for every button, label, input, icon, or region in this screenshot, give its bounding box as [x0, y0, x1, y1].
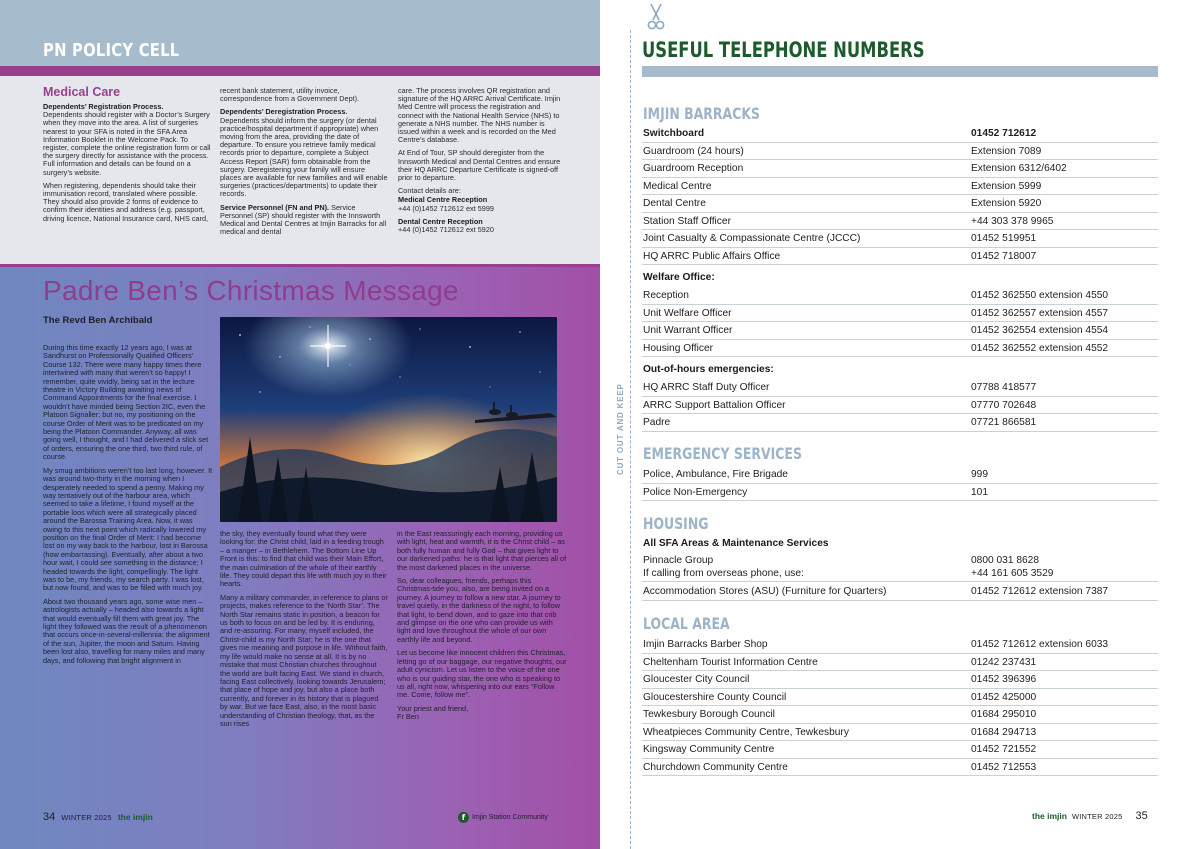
phone-row [642, 143, 1158, 161]
contact-number: Extension 6312/6402 [971, 163, 1067, 174]
padre-paragraph: in the East reassuringly each morning, providing us with light, heat and warmth, it is the Christ child – as both fully human and fully God – that gives light to our darkened paths: he is that light that pierces all of the most darkened places in the universe. [397, 529, 567, 572]
phone-row-switchboard [642, 125, 1158, 143]
contact-number: 01452 718007 [971, 250, 1037, 262]
contact-name: HQ ARRC Staff Duty Officer [643, 382, 770, 393]
policy-cell-title: PN POLICY CELL [43, 40, 180, 61]
phone-row [642, 654, 1158, 672]
contact-number: 07788 418577 [971, 382, 1037, 393]
contact-name: Unit Warrant Officer [643, 325, 733, 336]
issue-label: WINTER 2025 [61, 813, 112, 822]
medical-paragraph [398, 149, 566, 182]
cut-out-text: CUT OUT AND KEEP [616, 383, 625, 475]
section-heading-local-area: LOCAL AREA [643, 614, 730, 633]
contact-number: 01452 425000 [971, 691, 1037, 703]
phone-row [642, 706, 1158, 724]
padre-paragraph: Many a military commander, in reference to plans or projects, makes reference to the ‘North Star’. The North Star remains static in position, a beacon for us both to focus on and be led by. It is enduring, and re-assuring. For many, myself included, the Christ-child is my North Star; he is the one that gives me meaning and purpose in life. Without faith, my life would make no sense at all. It is by no mistake that most Christian churches throughout the world are built facing East. We stand in church, facing East collectively, looking towards Jerusalem; that place of hope and joy, but also a place both currently, and forever in its history that is plagued by war. But we face East, also, in the most basic understanding of Christian theology, that, as the sun rises [220, 592, 388, 728]
paragraph-text: Dependents should register with a Doctor’s Surgery when they move into the area. A list of surgeries nearest to your SFA is noted in the SFA Area Information Booklet in the Welcome Pack. To register, complete the online registration form or call the surgery directly for assistance with the process. Full information and details can be found on a surgery’s website. [43, 110, 211, 177]
contact-name: Churchdown Community Centre [643, 761, 788, 773]
contact-name: Medical Centre [643, 180, 712, 192]
contact-number: +44 303 378 9965 [971, 215, 1054, 227]
contact-number: 101 [971, 486, 988, 498]
paragraph-text: At End of Tour, SP should deregister from the Innsworth Medical and Dental Centres and ensure their HQ ARRC Departure Certificate is signed-off prior to departure. [398, 148, 561, 183]
medical-column-3 [398, 76, 566, 239]
paragraph-text: recent bank statement, utility invoice, correspondence from a Government Dept). [220, 86, 360, 104]
phone-row [642, 287, 1158, 305]
contact-name: Dental Centre [643, 198, 706, 209]
phone-row [642, 230, 1158, 248]
nativity-star-image [220, 317, 557, 522]
policy-cell-header [0, 0, 600, 66]
contact-number: 07721 866581 [971, 417, 1037, 428]
phone-row [642, 689, 1158, 707]
padre-paragraph: So, dear colleagues, friends, perhaps this Christmas-tide you, also, are being invited on a journey. A journey to follow a new star. A journey to travel quietly, in the darkness of the night, to follow that light, to bend down, and to gaze into that crib and glimpse on the one who can provide us with light and love throughout the whole of our own earthly life and beyond. [397, 576, 561, 644]
phone-row [642, 248, 1158, 266]
contact-name: Joint Casualty & Compassionate Centre (JCCC) [643, 233, 861, 244]
contact-name: Padre [643, 417, 671, 428]
medical-care-title: Medical Care [43, 85, 121, 99]
phone-row [642, 414, 1158, 432]
phone-row [642, 724, 1158, 742]
contact-name: Cheltenham Tourist Information Centre [643, 656, 818, 668]
policy-cell-stripe [0, 66, 600, 76]
scissors-icon [644, 2, 668, 32]
left-page-footer [43, 811, 153, 823]
phone-row [642, 379, 1158, 397]
contact-name: Guardroom (24 hours) [643, 145, 744, 157]
contact-name: Unit Welfare Officer [643, 307, 732, 319]
medical-paragraph [398, 87, 566, 144]
phone-row [642, 340, 1158, 358]
contact-name: Tewkesbury Borough Council [643, 709, 775, 720]
contact-name: Reception [643, 290, 689, 301]
padre-column-3 [397, 530, 567, 727]
paragraph-lead: Dependents’ Registration Process. [43, 102, 164, 111]
paragraph-text: Service Personnel (SP) should register with the Innsworth Medical and Dental Centres at Imjin Barracks for all medical and dental [220, 202, 387, 237]
title-underline-bar [642, 66, 1158, 77]
phone-row [642, 484, 1158, 502]
padre-paragraph: During this time exactly 12 years ago, I was at Sandhurst on Professionally Qualified Officers’ Course 132. There were many happy times there intertwined with many that weren’t so happy! I remember, quite vividly, being sat in the lecture theatre in Victory Building awaiting news of Command Appointments for the final exercise. I wouldn’t have minded being Section 2IC, even the Platoon Signaller; but no, my positioning on the course Order of Merit was to be predicated on my being the Platoon Commander. Anyway, all was going well, I thought, and I had delivered a slick set of orders, ensuring the one third, two third rule, of course. [43, 343, 209, 462]
contact-number: 01452 721552 [971, 744, 1037, 755]
contact-number: 01242 237431 [971, 656, 1037, 668]
padre-message-section [0, 267, 600, 849]
contact-name: Housing Officer [643, 342, 714, 354]
contact-name: Police, Ambulance, Fire Brigade [643, 469, 788, 480]
contact-number: +44 161 605 3529 [971, 567, 1054, 579]
padre-paragraph: About two thousand years ago, some wise men – astrologists actually – headed also towards a light that would eventually fill them with great joy. The light they followed was the result of a phenomenon that occurs once-in-several-millennia: the alignment of the sun, Jupiter, the moon and Saturn. Having been lost also, travelling for many miles and many days, and following that bright alignment in [43, 596, 210, 665]
padre-paragraph: the sky, they eventually found what they were looking for: the Christ child, laid in a feeding trough – a manger – in Bethlehem. The Bottom Line Up Front is this: to find that child was their Main Effort, the main culmination of the whole of their earthly life. They could depart this life with much joy in their hearts. [220, 529, 387, 589]
phone-row [642, 466, 1158, 484]
phone-row [642, 583, 1158, 601]
magazine-brand: the imjin [117, 812, 153, 822]
paragraph-lead: Dependents’ Deregistration Process. [220, 107, 348, 117]
contact-number: Extension 7089 [971, 145, 1042, 157]
contact-name: Switchboard [643, 128, 705, 139]
contact-name: HQ ARRC Public Affairs Office [643, 250, 781, 262]
contact-name: Kingsway Community Centre [643, 744, 775, 755]
phone-row [642, 741, 1158, 759]
magazine-brand: the imjin [1032, 811, 1067, 821]
contact-name-note: If calling from overseas phone, use: [643, 567, 804, 579]
phone-row [642, 636, 1158, 654]
contact-number: +44 (0)1452 712612 ext 5999 [398, 203, 494, 213]
contact-dental [398, 218, 566, 234]
contact-name: Pinnacle Group [643, 555, 714, 566]
contact-number: 01452 362554 extension 4554 [971, 325, 1109, 336]
medical-paragraph [398, 187, 566, 195]
page-number: 35 [1135, 810, 1148, 822]
medical-paragraph [220, 204, 388, 237]
contact-label: Dental Centre Reception [398, 216, 483, 226]
facebook-community-link[interactable] [458, 812, 548, 823]
welfare-office-label: Welfare Office: [643, 272, 715, 283]
contact-number: 01452 519951 [971, 233, 1037, 244]
contact-medical [398, 196, 566, 212]
contact-number: 01452 712553 [971, 761, 1037, 773]
facebook-label: Imjin Station Community [472, 814, 548, 821]
page-number: 34 [43, 811, 56, 823]
telephone-numbers-title: USEFUL TELEPHONE NUMBERS [642, 38, 925, 62]
padre-paragraph: Let us become like innocent children this Christmas, letting go of our baggage, our negative thoughts, our adult cynicism. Let us listen to the voice of the one who is our guiding star, the one who is speaking to us all, right now, whispering into our ears “Follow me. Come, follow me”. [397, 648, 567, 700]
contact-number: 01452 362550 extension 4550 [971, 290, 1109, 301]
section-heading-emergency: EMERGENCY SERVICES [643, 444, 802, 463]
padre-closing: Your priest and friend, [397, 703, 469, 713]
medical-care-box [0, 76, 600, 266]
contact-name: Guardroom Reception [643, 163, 744, 174]
issue-label: WINTER 2025 [1071, 812, 1123, 821]
phone-row [642, 195, 1158, 213]
medical-column-2 [220, 76, 388, 241]
housing-sub-label: All SFA Areas & Maintenance Services [643, 538, 829, 549]
section-heading-imjin-barracks: IMJIN BARRACKS [643, 104, 761, 123]
contact-number: 01452 396396 [971, 674, 1037, 685]
phone-row [642, 759, 1158, 777]
contact-number: +44 (0)1452 712612 ext 5920 [398, 225, 494, 235]
padre-title: Padre Ben’s Christmas Message [43, 275, 459, 306]
medical-column-1 [43, 76, 211, 228]
contact-number: 01452 362552 extension 4552 [971, 342, 1109, 354]
medical-paragraph [43, 182, 211, 223]
contact-number: Extension 5920 [971, 198, 1042, 209]
contact-name-block [643, 555, 804, 580]
cut-out-label [614, 375, 644, 475]
paragraph-text: When registering, dependents should take their immunisation record, translated where possible. They should also provide 2 forms of evidence to confirm their identities and address (e.g. passport, driving licence, National Insurance card, NHS card, [43, 180, 209, 223]
phone-row [642, 671, 1158, 689]
medical-paragraph [220, 87, 388, 103]
contact-number-block [971, 555, 1053, 580]
out-of-hours-label: Out-of-hours emergencies: [643, 364, 774, 375]
contact-name: Gloucester City Council [643, 674, 750, 685]
contact-name: Station Staff Officer [643, 215, 731, 227]
contact-name: Imjin Barracks Barber Shop [643, 639, 768, 650]
contact-number: 01684 294713 [971, 726, 1037, 738]
contact-number: 01452 362557 extension 4557 [971, 307, 1109, 319]
contact-number: Extension 5999 [971, 180, 1042, 192]
contact-number: 01452 712612 extension 7387 [971, 586, 1109, 597]
contact-number: 07770 702648 [971, 399, 1037, 411]
medical-paragraph [220, 108, 388, 198]
paragraph-text: care. The process involves QR registration and signature of the HQ ARRC Arrival Certificate. Imjin Med Centre will process the registration and connect with the National Health Service (NHS) to generate a NHS number. The NHS number is issued within a week and is recorded on the Med Centre’s database. [398, 86, 561, 145]
paragraph-text: Dependents should inform the surgery (or dental practice/hospital department if appropriate) when moving from the area, providing the date of departure. To ensure you retrieve family medical records prior to departure, complete a Subject Access Report (SAR) form obtainable from the surgery. Deregistering your family will ensure places are available for new families and will enable surgeries (practices/departments) to update their records. [220, 115, 388, 199]
padre-signoff: Fr Ben [397, 712, 419, 722]
facebook-icon: f [458, 812, 469, 823]
padre-paragraph: My smug ambitions weren’t too last long, however. It was around two-thirty in the morning when I desperately needed to spend a penny. Making my way tentatively out of the harbour area, which seemed to take a lifetime, I found myself at the portable loos which were all strategically placed around the Barossa Training Area. Now, it was owing to this next point which radically lowered my position on the final Order of Merit: I had become lost on my way back to the harbour, lost in Barossa (how embarrassing). Eventually, after about a two hour wait, I could see something in the distance; I headed towards the light, compellingly. The light was to be, my friends, my search party. I was lost, but now found, and was to be filled with much joy. [43, 465, 213, 593]
contact-number: 0800 031 8628 [971, 555, 1039, 566]
phone-row [642, 213, 1158, 231]
right-page-footer [1032, 810, 1148, 822]
phone-row [642, 397, 1158, 415]
phone-row-pinnacle [642, 554, 1158, 582]
padre-author: The Revd Ben Archibald [43, 315, 153, 326]
contact-name: ARRC Support Battalion Officer [643, 399, 786, 411]
medical-paragraph [43, 103, 211, 177]
contact-number: 01452 712612 extension 6033 [971, 639, 1109, 650]
phone-row [642, 178, 1158, 196]
section-heading-housing: HOUSING [643, 514, 709, 533]
phone-row [642, 322, 1158, 340]
contact-number: 01684 295010 [971, 709, 1037, 720]
contact-number: 01452 712612 [971, 128, 1037, 139]
paragraph-text: Contact details are: [398, 186, 461, 196]
contact-name: Accommodation Stores (ASU) (Furniture for Quarters) [643, 586, 887, 597]
phone-row [642, 305, 1158, 323]
phone-row [642, 160, 1158, 178]
contact-name: Gloucestershire County Council [643, 691, 787, 703]
right-page [600, 0, 1200, 849]
padre-column-2 [220, 530, 388, 733]
paragraph-lead: Service Personnel (FN and PN). [220, 202, 330, 212]
contact-name: Police Non-Emergency [643, 486, 748, 498]
contact-name: Wheatpieces Community Centre, Tewkesbury [643, 726, 849, 738]
contact-label: Medical Centre Reception [398, 195, 488, 205]
padre-column-1 [43, 344, 213, 670]
contact-number: 999 [971, 469, 988, 480]
